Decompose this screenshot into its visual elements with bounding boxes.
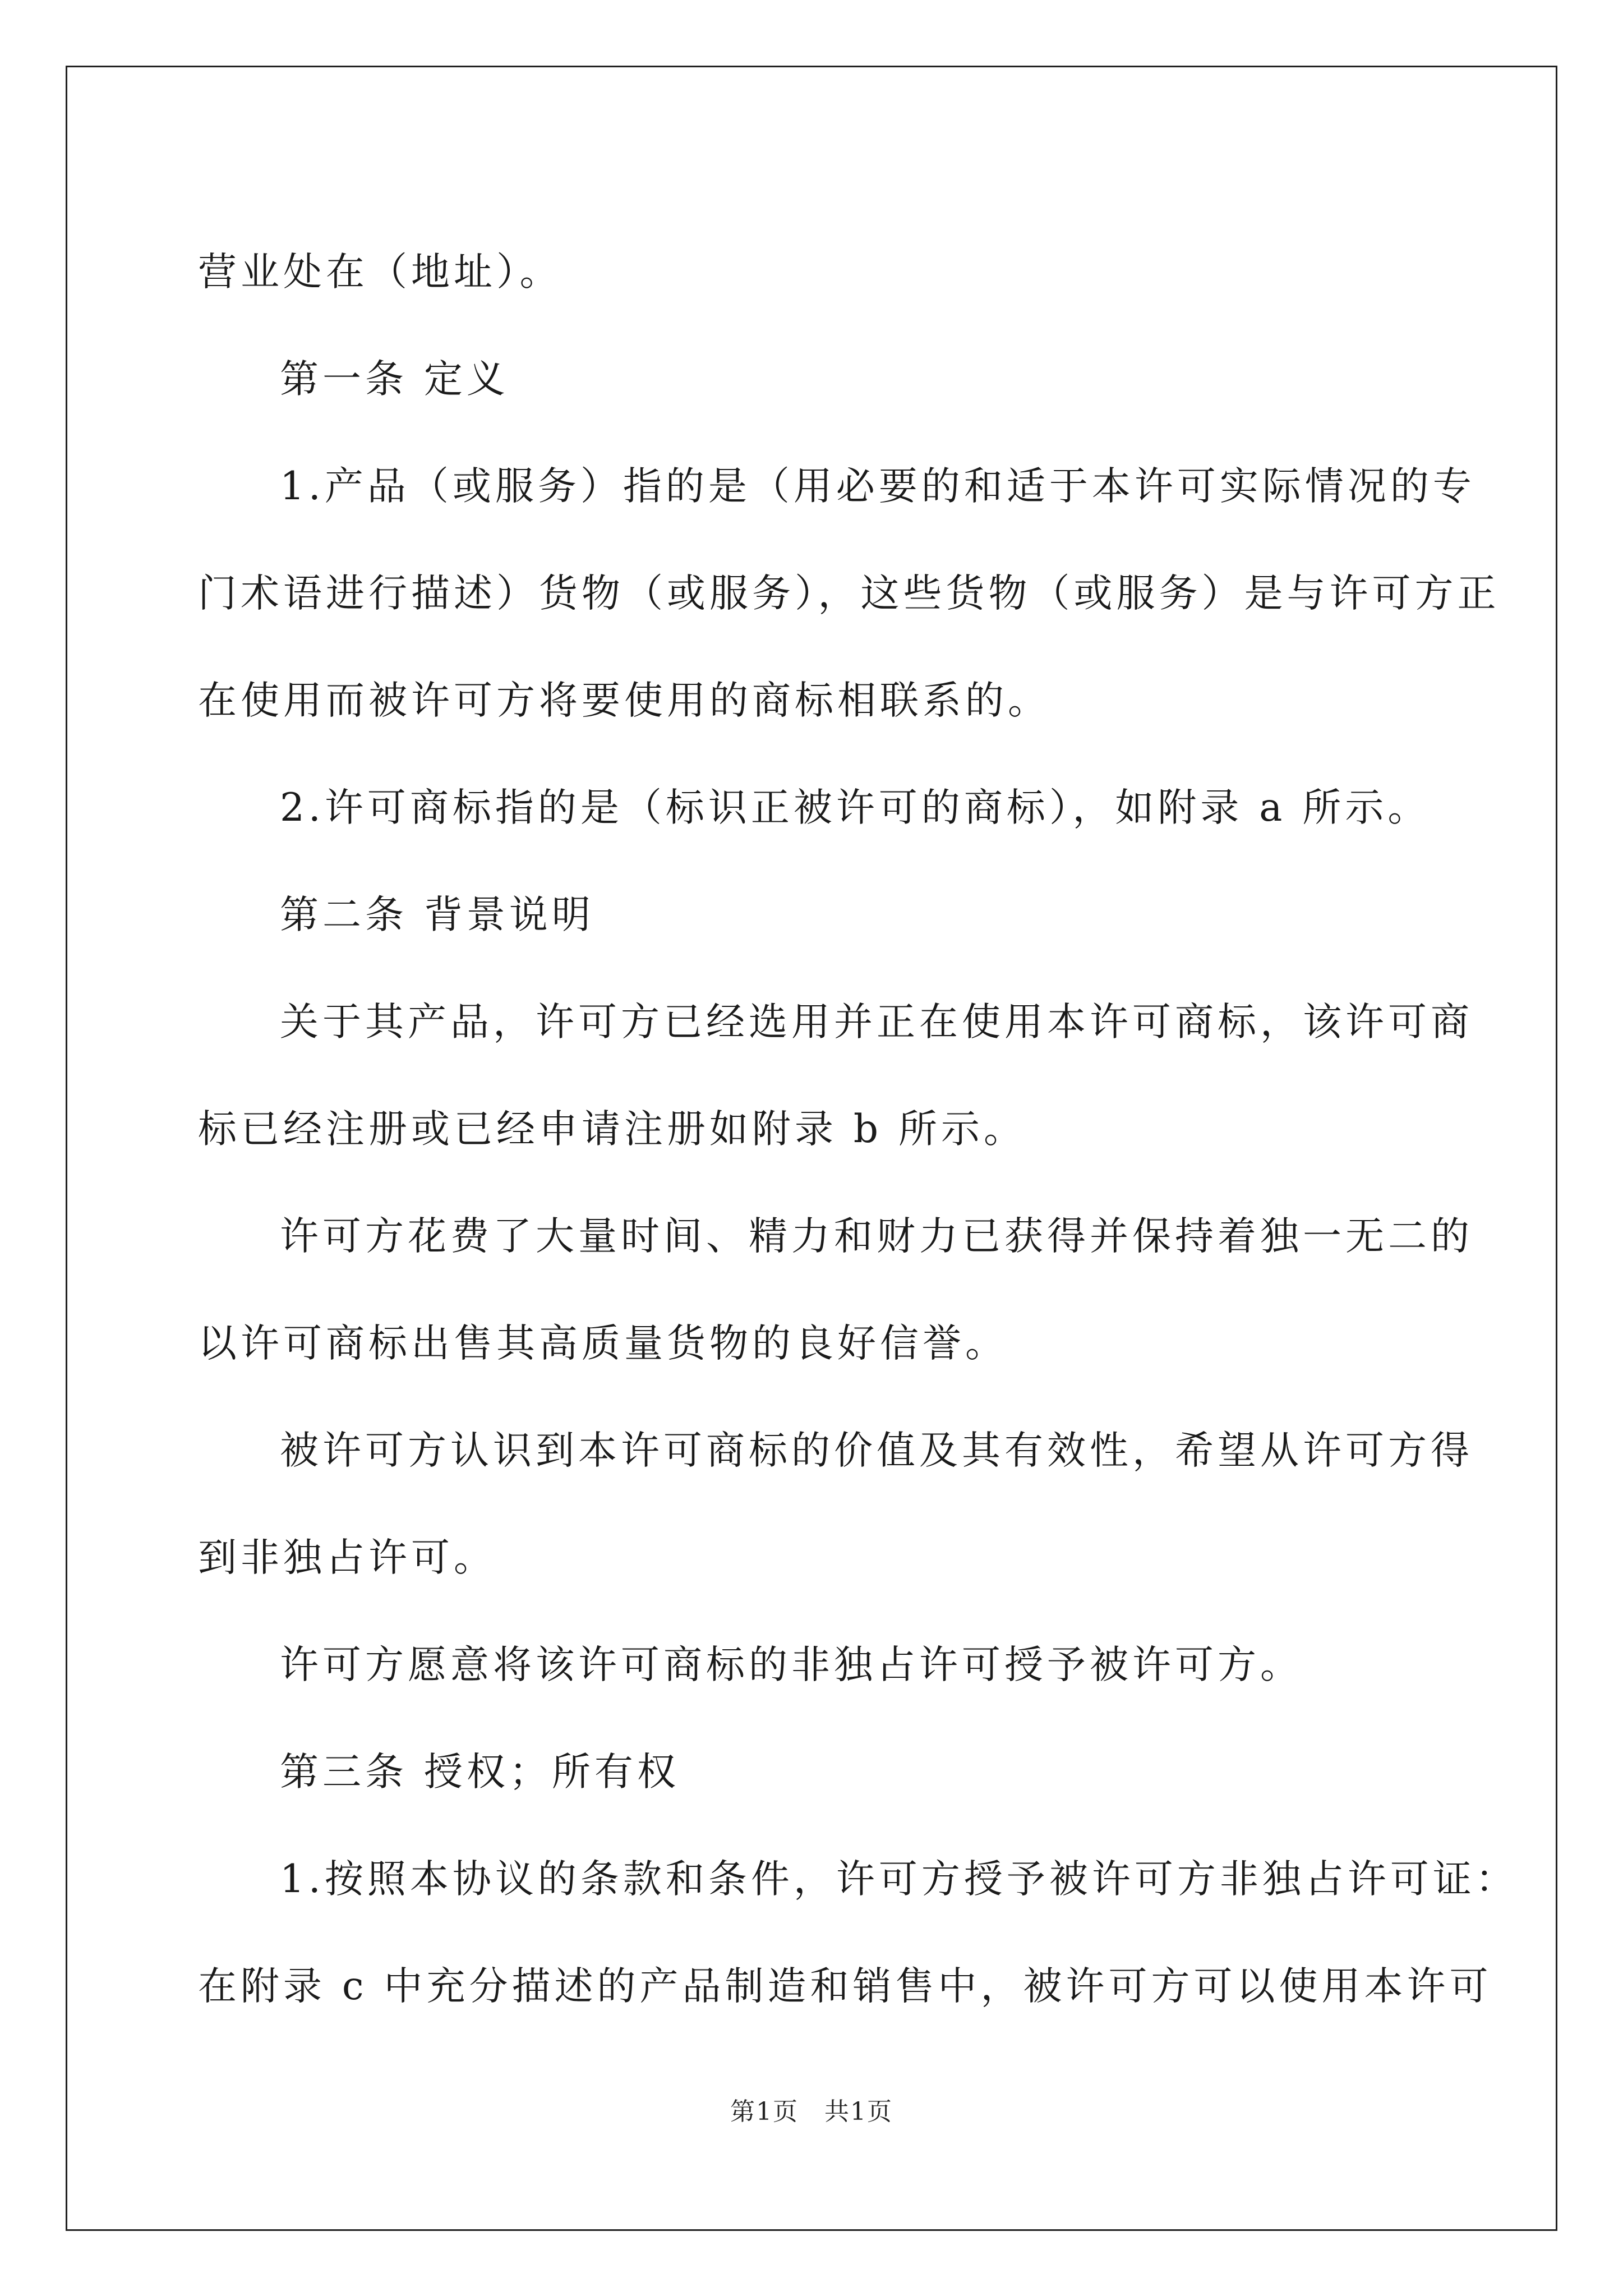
article-heading: 第一条 定义	[280, 357, 509, 402]
paragraph-line: 1.产品（或服务）指的是（用必要的和适于本许可实际情况的专	[280, 464, 1476, 509]
paragraph-line: 许可方花费了大量时间、精力和财力已获得并保持着独一无二的	[280, 1214, 1473, 1259]
article-heading: 第二条 背景说明	[280, 892, 594, 937]
paragraph-line: 到非独占许可。	[198, 1535, 496, 1580]
paragraph-line: 1.按照本协议的条款和条件，许可方授予被许可方非独占许可证：	[280, 1857, 1518, 1902]
paragraph-line: 营业处在（地址）。	[198, 250, 562, 295]
paragraph-line: 被许可方认识到本许可商标的价值及其有效性，希望从许可方得	[280, 1428, 1473, 1473]
paragraph-line: 在附录 c 中充分描述的产品制造和销售中，被许可方可以使用本许可	[198, 1964, 1492, 2009]
paragraph-line: 标已经注册或已经申请注册如附录 b 所示。	[198, 1107, 1027, 1152]
paragraph-line: 许可方愿意将该许可商标的非独占许可授予被许可方。	[280, 1642, 1303, 1687]
document-body	[198, 219, 1518, 2040]
paragraph-line: 2.许可商标指的是（标识正被许可的商标），如附录 a 所示。	[280, 785, 1431, 830]
paragraph-line: 关于其产品，许可方已经选用并正在使用本许可商标，该许可商	[280, 1000, 1473, 1045]
page-number-footer: 第1页 共1页	[730, 2097, 893, 2126]
paragraph-line: 在使用而被许可方将要使用的商标相联系的。	[198, 678, 1050, 723]
paragraph-line: 以许可商标出售其高质量货物的良好信誉。	[198, 1321, 1008, 1366]
article-heading: 第三条 授权；所有权	[280, 1750, 680, 1795]
paragraph-line: 门术语进行描述）货物（或服务），这些货物（或服务）是与许可方正	[198, 571, 1500, 616]
